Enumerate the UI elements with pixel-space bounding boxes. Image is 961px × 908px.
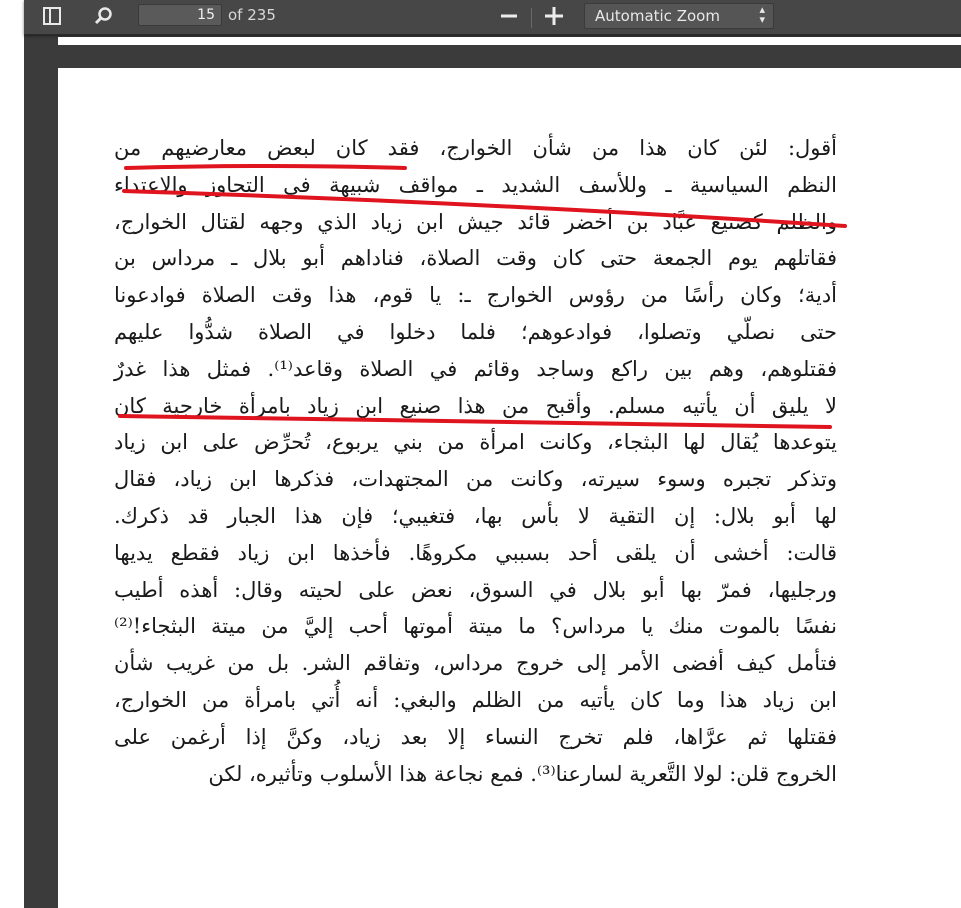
- page-number-input[interactable]: [138, 4, 222, 26]
- viewer-toolbar: [24, 0, 961, 35]
- page-text: [114, 130, 837, 792]
- sidebar-toggle-icon[interactable]: [42, 6, 62, 26]
- zoom-select[interactable]: [584, 3, 774, 29]
- text-line: ابن زياد هذا وما كان يأتيه من الظلم والبغي: أنه أُتي بامرأة من الخوارج،: [114, 687, 837, 712]
- text-line: وتذكر تجبره وسوء سيرته، وكانت من المجتهدات، فذكرها ابن زياد، فقال: [114, 467, 837, 492]
- text-line: حتى نصلّي وتصلوا، فوادعوهم؛ فلما دخلوا في الصلاة شدُّوا عليهم: [114, 319, 837, 344]
- text-line: يتوعدها يُقال لها البثجاء، وكانت امرأة من بني يربوع، تُحرِّض على ابن زياد: [114, 430, 837, 455]
- text-line: أقول: لئن كان هذا من شأن الخوارج، فقد كان لبعض معارضيهم من: [114, 136, 837, 160]
- pdf-page: [58, 68, 961, 908]
- text-line: فقتلوهم، وهم بين راكع وساجد وقائم في الصلاة وقاعد⁽¹⁾. فمثل هذا غدرٌ: [114, 356, 837, 381]
- zoom-select-value: Automatic Zoom: [595, 7, 720, 25]
- search-icon[interactable]: [94, 6, 114, 26]
- text-line: فقاتلهم يوم الجمعة حتى كان وقت الصلاة، فناداهم أبو بلال ـ مرداس بن: [114, 246, 837, 271]
- page-count-label: of 235: [228, 6, 276, 24]
- zoom-in-button[interactable]: [542, 4, 566, 28]
- text-line: فقتلها ثم عرَّاها، فلم تخرج النساء إلا بعد زياد، وكنَّ إذا أرغمن على: [114, 724, 837, 749]
- text-line: قالت: أخشى أن يلقى أحد بسببي مكروهًا. فأخذها ابن زياد فقطع يديها: [114, 540, 837, 565]
- toolbar-divider: [531, 8, 532, 28]
- text-line: ورجليها، فمرّ بها أبو بلال في السوق، نعض على لحيته وقال: أهذه أطيب: [114, 577, 837, 602]
- zoom-out-button[interactable]: [498, 4, 520, 28]
- text-line: فتأمل كيف أفضى الأمر إلى خروج مرداس، وتفاقم الشر. بل من غريب شأن: [114, 651, 837, 676]
- select-arrows-icon: ▴ ▾: [759, 3, 765, 26]
- text-line: أدية؛ وكان رأسًا من رؤوس الخوارج ـ: يا قوم، هذا وقت الصلاة فوادعونا: [114, 283, 837, 308]
- text-line: الخروج قلن: لولا التَّعرية لسارعنا⁽³⁾. فمع نجاعة هذا الأسلوب وتأثيره، لكن: [208, 761, 837, 786]
- previous-page-edge: [58, 37, 961, 45]
- text-line: لها أبو بلال: إن التقية لا بأس بها، فتغيبي؛ فإن هذا الجبار قد ذكرك.: [114, 503, 837, 528]
- text-line: لا يليق أن يأتيه مسلم. وأقبح من هذا صنيع ابن زياد بامرأة خارجية كان: [114, 393, 837, 418]
- text-line: نفسًا بالموت منك يا مرداس؟ ما ميتة أموتها أحب إليَّ من ميتة البثجاء!⁽²⁾: [114, 614, 837, 639]
- text-line: والظلم كصنيع عبَّاد بن أخضر قائد جيش ابن زياد الذي وجهه لقتال الخوارج،: [114, 209, 837, 234]
- text-line: النظم السياسية ـ وللأسف الشديد ـ مواقف شبيهة في التجاوز والاعتداء: [114, 172, 837, 197]
